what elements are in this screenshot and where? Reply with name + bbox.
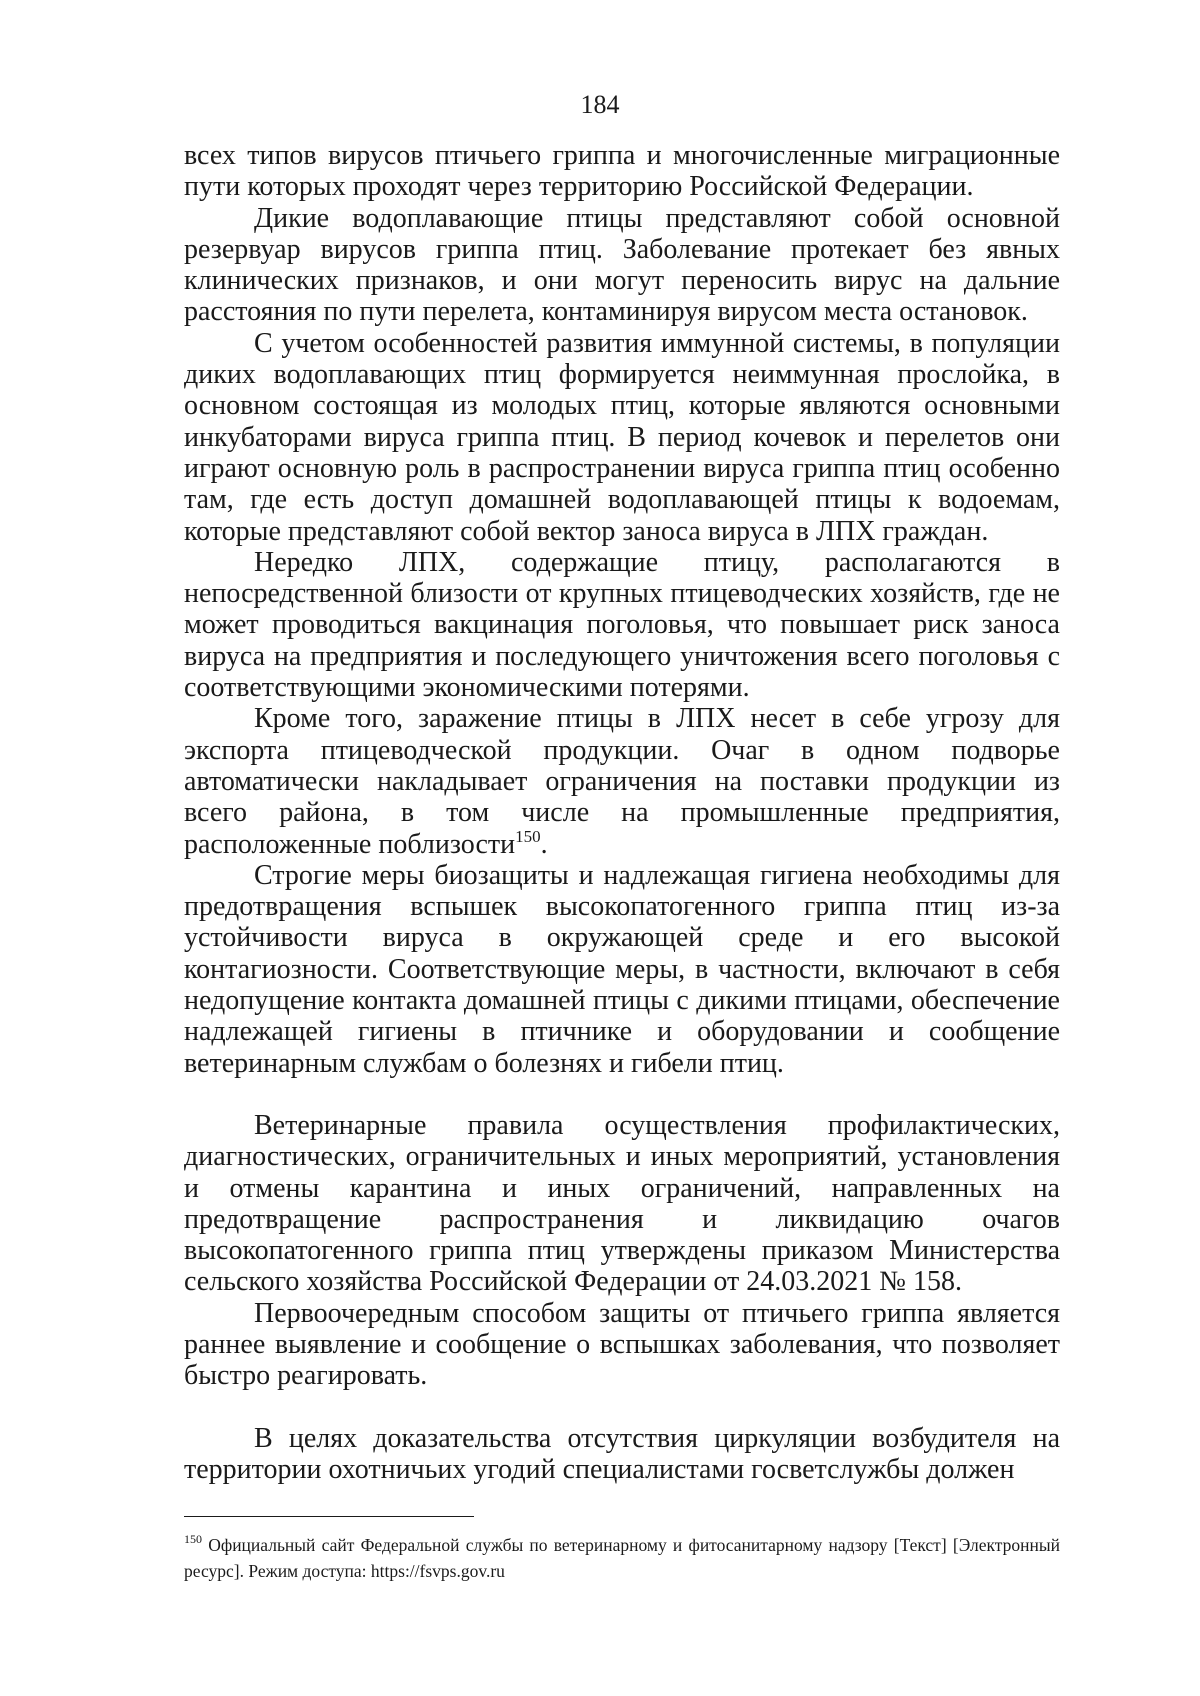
paragraph-5-text: Кроме того, заражение птицы в ЛПХ несет в себе угрозу для экспорта птицеводческой продукции. Очаг в одном подворье автоматически накладывает ограничения на поставки продукции из всего района, в том числе на промышленные предприятия, расположенные поблизости bbox=[184, 703, 1060, 860]
footnote-number: 150 bbox=[184, 1532, 202, 1546]
paragraph-9: В целях доказательства отсутствия циркуляции возбудителя на территории охотничьих угодий специалистами госветслужбы должен bbox=[184, 1422, 1060, 1485]
paragraph-5 bbox=[184, 703, 1060, 859]
paragraph-1: всех типов вирусов птичьего гриппа и многочисленные миграционные пути которых проходят через территорию Российской Федерации. bbox=[184, 140, 1060, 203]
paragraph-7: Ветеринарные правила осуществления профилактических, диагностических, ограничительных и иных мероприятий, установления и отмены карантина и иных ограничений, направленных на предотвращение распространения и ликвидацию очагов высокопатогенного гриппа птиц утверждены приказом Министерства сельского хозяйства Российской Федерации от 24.03.2021 № 158. bbox=[184, 1109, 1060, 1298]
footnote bbox=[184, 1532, 1060, 1584]
footnote-reference[interactable]: 150 bbox=[515, 826, 541, 846]
footnote-text: Официальный сайт Федеральной службы по ветеринарному и фитосанитарному надзору [Текст] [Электронный ресурс]. Режим доступа: https://fsvps.gov.ru bbox=[184, 1535, 1061, 1581]
paragraph-2: Дикие водоплавающие птицы представляют собой основной резервуар вирусов гриппа птиц. Заболевание протекает без явных клинических признаков, и они могут переносить вирус на дальние расстояния по пути перелета, контаминируя вирусом места остановок. bbox=[184, 202, 1060, 328]
paragraph-5-end: . bbox=[540, 828, 548, 860]
paragraph-8: Первоочередным способом защиты от птичьего гриппа является раннее выявление и сообщение о вспышках заболевания, что позволяет быстро реагировать. bbox=[184, 1297, 1060, 1392]
paragraph-3: С учетом особенностей развития иммунной системы, в популяции диких водоплавающих птиц формируется неиммунная прослойка, в основном состоящая из молодых птиц, которые являются основными инкубаторами вируса гриппа птиц. В период кочевок и перелетов они играют основную роль в распространении вируса гриппа птиц особенно там, где есть доступ домашней водоплавающей птицы к водоемам, которые представляют собой вектор заноса вируса в ЛПХ граждан. bbox=[184, 327, 1060, 547]
page-number: 184 bbox=[580, 90, 620, 119]
paragraph-6: Строгие меры биозащиты и надлежащая гигиена необходимы для предотвращения вспышек высокопатогенного гриппа птиц из-за устойчивости вируса в окружающей среде и его высокой контагиозности. Соответствующие меры, в частности, включают в себя недопущение контакта домашней птицы с дикими птицами, обеспечение надлежащей гигиены в птичнике и оборудовании и сообщение ветеринарным службам о болезнях и гибели птиц. bbox=[184, 859, 1060, 1079]
footnote-divider bbox=[184, 1516, 474, 1517]
body-text bbox=[184, 140, 1060, 1485]
paragraph-4: Нередко ЛПХ, содержащие птицу, располагаются в непосредственной близости от крупных птицеводческих хозяйств, где не может проводиться вакцинация поголовья, что повышает риск заноса вируса на предприятия и последующего уничтожения всего поголовья с соответствующими экономическими потерями. bbox=[184, 546, 1060, 704]
